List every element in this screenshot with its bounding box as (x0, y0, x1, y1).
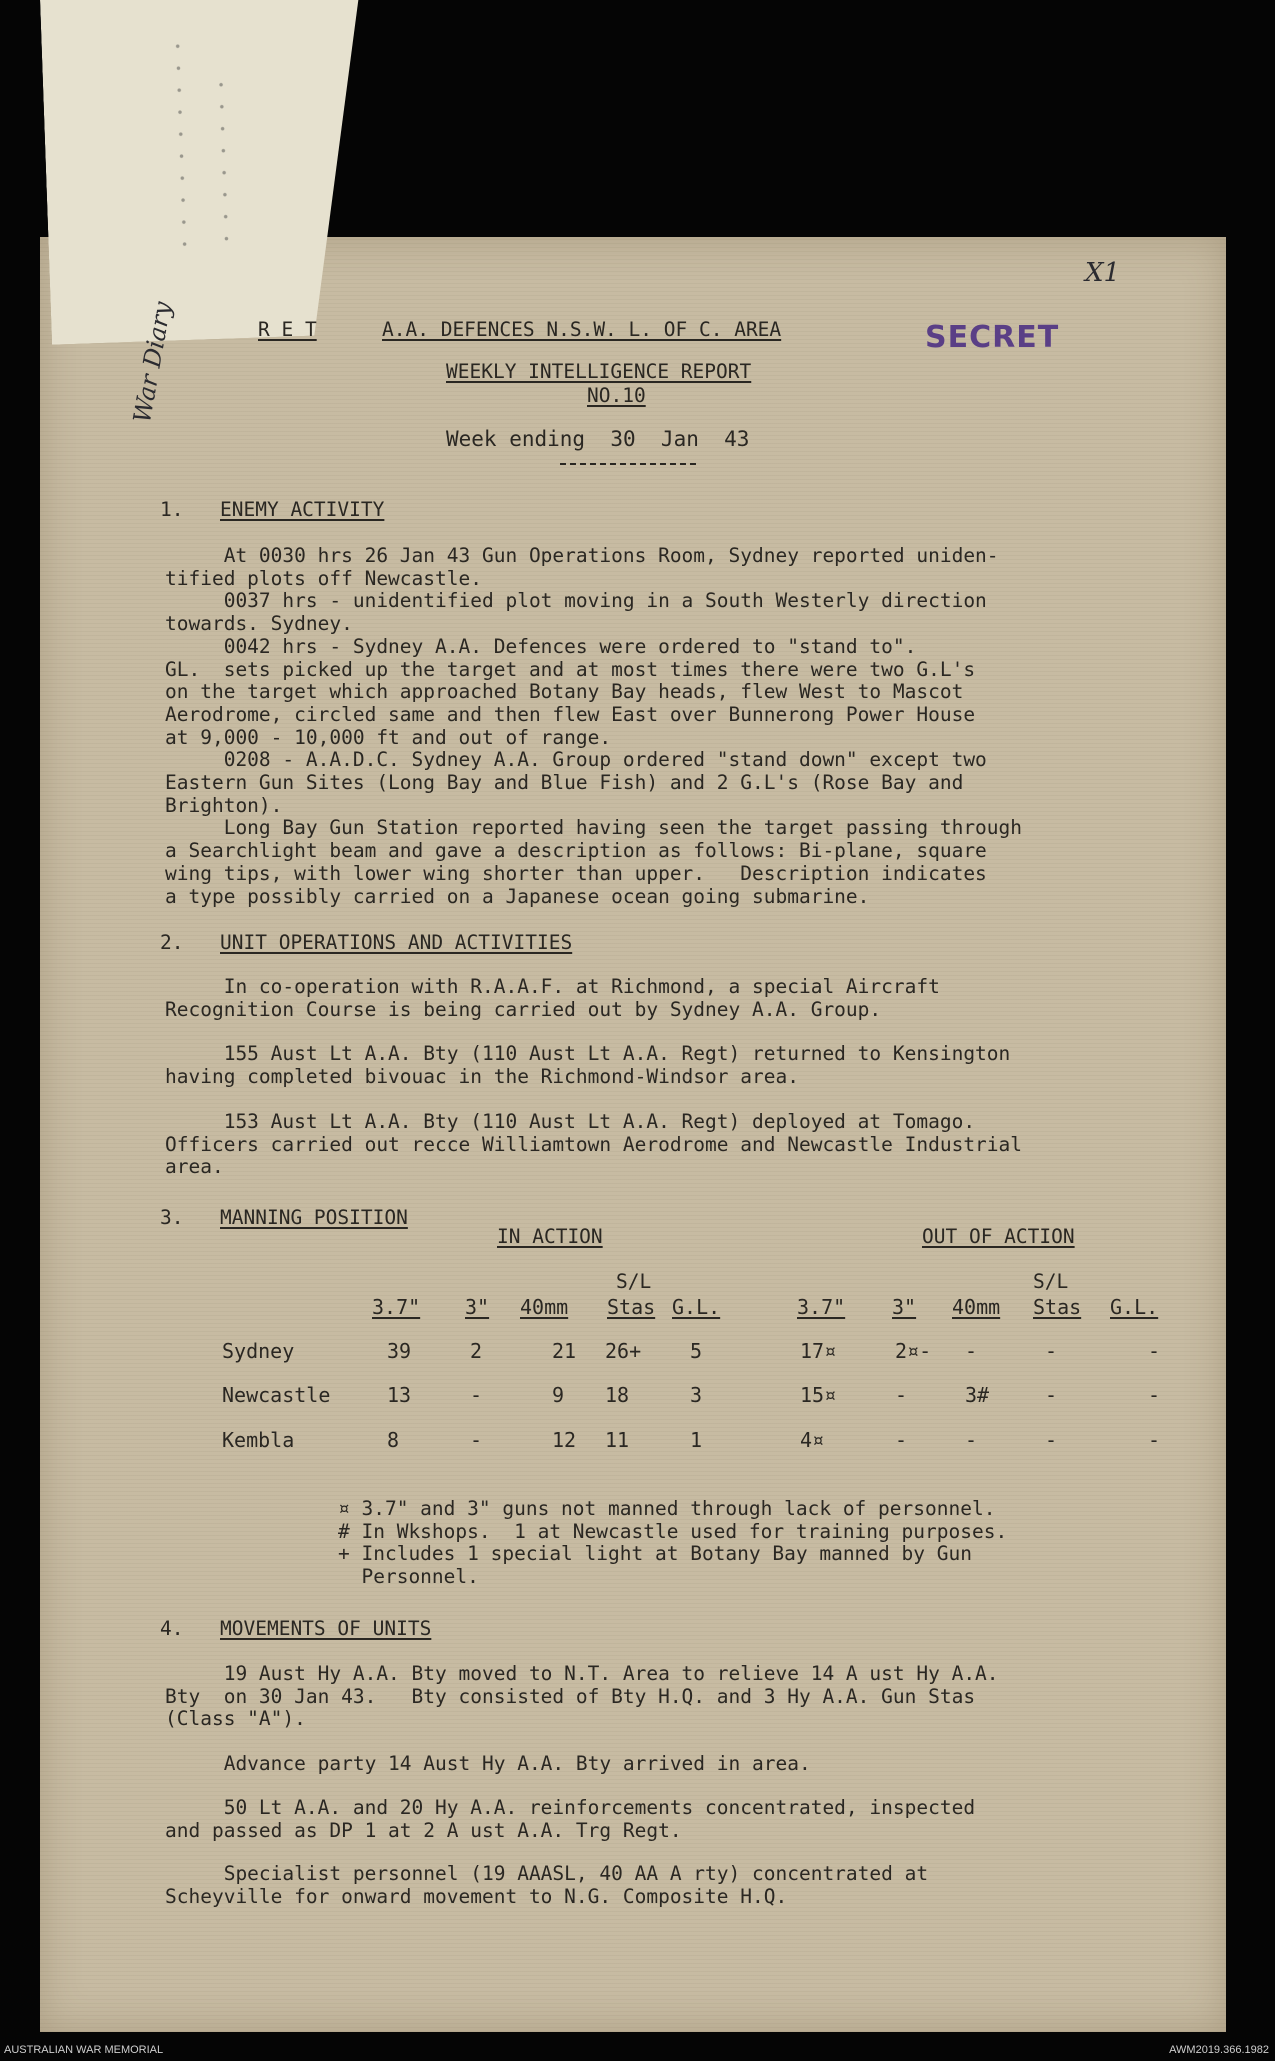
table-cell: - (470, 1383, 483, 1407)
text-line: Recognition Course is being carried out by Sydney A.A. Group. (165, 997, 882, 1021)
table-cell: 15¤ (800, 1383, 837, 1407)
text-line: 153 Aust Lt A.A. Bty (110 Aust Lt A.A. Regt) deployed at Tomago. (165, 1110, 976, 1133)
text-line: Long Bay Gun Station reported having seen the target passing through (165, 816, 1023, 840)
section-heading-movements: MOVEMENTS OF UNITS (220, 1617, 432, 1640)
section-number: 3. (160, 1206, 184, 1229)
text-line: Brighton). (165, 793, 283, 817)
table-cell: 17¤ (800, 1339, 837, 1363)
table-cell: 11 (605, 1428, 630, 1452)
column-header: G.L. (1110, 1295, 1159, 1319)
text-line: Aerodrome, circled same and then flew East over Bunnerong Power House (165, 702, 976, 726)
text-line: (Class "A"). (165, 1707, 306, 1731)
column-header: 3.7" (797, 1295, 846, 1319)
text-line: Eastern Gun Sites (Long Bay and Blue Fish) and 2 G.L's (Rose Bay and (165, 771, 964, 794)
row-label: Kembla (222, 1428, 295, 1452)
table-cell: 5 (690, 1339, 703, 1363)
column-header: 3" (892, 1295, 917, 1319)
table-cell: 2¤- (895, 1339, 932, 1363)
text-line: In co-operation with R.A.A.F. at Richmond, a special Aircraft (165, 975, 940, 998)
text-line: a type possibly carried on a Japanese ocean going submarine. (165, 884, 870, 908)
text-line: towards. Sydney. (165, 612, 353, 636)
text-line: 50 Lt A.A. and 20 Hy A.A. reinforcements concentrated, inspected (165, 1796, 976, 1819)
text-line: area. (165, 1155, 224, 1179)
text-line: At 0030 hrs 26 Jan 43 Gun Operations Room, Sydney reported uniden- (165, 544, 999, 567)
text-line: wing tips, with lower wing shorter than upper. Description indicates (165, 861, 987, 885)
text-line: 0042 hrs - Sydney A.A. Defences were ordered to "stand to". (165, 634, 917, 658)
text-line: 19 Aust Hy A.A. Bty moved to N.T. Area to relieve 14 A ust Hy A.A. (165, 1662, 999, 1685)
text-line: 0208 - A.A.D.C. Sydney A.A. Group ordered "stand down" except two (165, 748, 987, 772)
table-cell: 13 (387, 1383, 412, 1407)
perforation-marks (171, 35, 191, 255)
column-header: G.L. (672, 1295, 721, 1319)
footer-right: AWM2019.366.1982 (1169, 2044, 1269, 2056)
perforation-marks (215, 74, 233, 244)
note-line: # In Wkshops. 1 at Newcastle used for training purposes. (338, 1519, 1008, 1543)
table-cell: 4¤ (800, 1428, 825, 1452)
table-cell: 2 (470, 1339, 483, 1363)
table-cell: 18 (605, 1383, 630, 1407)
text-line: and passed as DP 1 at 2 A ust A.A. Trg Regt. (165, 1818, 682, 1842)
week-ending: Week ending 30 Jan 43 (446, 427, 750, 451)
report-number: NO.10 (587, 384, 646, 407)
column-header: Stas (1033, 1295, 1082, 1319)
text-line: Advance party 14 Aust Hy A.A. Bty arrived in area. (165, 1752, 811, 1775)
column-header: 40mm (520, 1295, 569, 1319)
text-line: Scheyville for onward movement to N.G. Composite H.Q. (165, 1884, 788, 1908)
table-cell: - (1148, 1383, 1161, 1407)
column-header: Stas (607, 1295, 656, 1319)
table-cell: 39 (387, 1339, 412, 1363)
text-line: at 9,000 - 10,000 ft and out of range. (165, 725, 612, 749)
table-cell: 8 (387, 1428, 400, 1452)
column-header: 40mm (952, 1295, 1001, 1319)
text-line: Officers carried out recce Williamtown Aerodrome and Newcastle Industrial (165, 1132, 1023, 1156)
section-number: 4. (160, 1617, 184, 1640)
report-title: WEEKLY INTELLIGENCE REPORT (446, 360, 752, 383)
text-line: a Searchlight beam and gave a description as follows: Bi-plane, square (165, 839, 987, 863)
text-line: having completed bivouac in the Richmond-Windsor area. (165, 1064, 799, 1088)
footer-left: AUSTRALIAN WAR MEMORIAL (4, 2044, 164, 2056)
section-heading-enemy-activity: ENEMY ACTIVITY (220, 498, 385, 521)
table-cell: - (1148, 1339, 1161, 1363)
classification-fragment: R E T (258, 318, 317, 341)
table-cell: - (1045, 1383, 1058, 1407)
text-line: tified plots off Newcastle. (165, 566, 482, 590)
section-number: 2. (160, 931, 184, 954)
sl-label: S/L (1033, 1270, 1069, 1293)
note-line: ¤ 3.7" and 3" guns not manned through lack of personnel. (338, 1497, 996, 1520)
table-cell: - (1045, 1339, 1058, 1363)
secret-stamp: SECRET (925, 320, 1060, 355)
table-cell: - (895, 1383, 908, 1407)
document-title: A.A. DEFENCES N.S.W. L. OF C. AREA (382, 318, 782, 341)
table-cell: 26+ (605, 1339, 642, 1363)
text-line: Specialist personnel (19 AAASL, 40 AA A rty) concentrated at (165, 1862, 929, 1885)
table-cell: - (965, 1428, 978, 1452)
note-line: Personnel. (338, 1565, 479, 1589)
table-cell: 3# (965, 1383, 990, 1407)
text-line: 0037 hrs - unidentified plot moving in a South Westerly direction (165, 589, 987, 613)
table-cell: - (895, 1428, 908, 1452)
section-number: 1. (160, 498, 184, 521)
table-cell: - (965, 1339, 978, 1363)
out-of-action-header: OUT OF ACTION (922, 1225, 1075, 1248)
section-heading-unit-operations: UNIT OPERATIONS AND ACTIVITIES (220, 931, 573, 954)
table-cell: 3 (690, 1383, 703, 1407)
text-line: GL. sets picked up the target and at most times there were two G.L's (165, 657, 976, 681)
row-label: Newcastle (222, 1383, 331, 1407)
text-line: 155 Aust Lt A.A. Bty (110 Aust Lt A.A. Regt) returned to Kensington (165, 1042, 1011, 1065)
divider (560, 463, 696, 467)
table-cell: 21 (552, 1339, 577, 1363)
table-cell: 12 (552, 1428, 577, 1452)
table-cell: - (1045, 1428, 1058, 1452)
text-line: on the target which approached Botany Bay heads, flew West to Mascot (165, 680, 964, 704)
note-line: + Includes 1 special light at Botany Bay manned by Gun (338, 1542, 972, 1566)
column-header: 3" (465, 1295, 490, 1319)
sl-label: S/L (616, 1270, 652, 1293)
section-heading-manning-position: MANNING POSITION (220, 1206, 408, 1229)
handwritten-note: War Diary (128, 299, 177, 425)
table-cell: 1 (690, 1428, 703, 1452)
in-action-header: IN ACTION (497, 1225, 603, 1248)
table-cell: 9 (552, 1383, 565, 1407)
table-cell: - (470, 1428, 483, 1452)
row-label: Sydney (222, 1339, 295, 1363)
text-line: Bty on 30 Jan 43. Bty consisted of Bty H.Q. and 3 Hy A.A. Gun Stas (165, 1684, 976, 1708)
marginal-mark: X1 (1085, 258, 1121, 288)
table-cell: - (1148, 1428, 1161, 1452)
column-header: 3.7" (372, 1295, 421, 1319)
